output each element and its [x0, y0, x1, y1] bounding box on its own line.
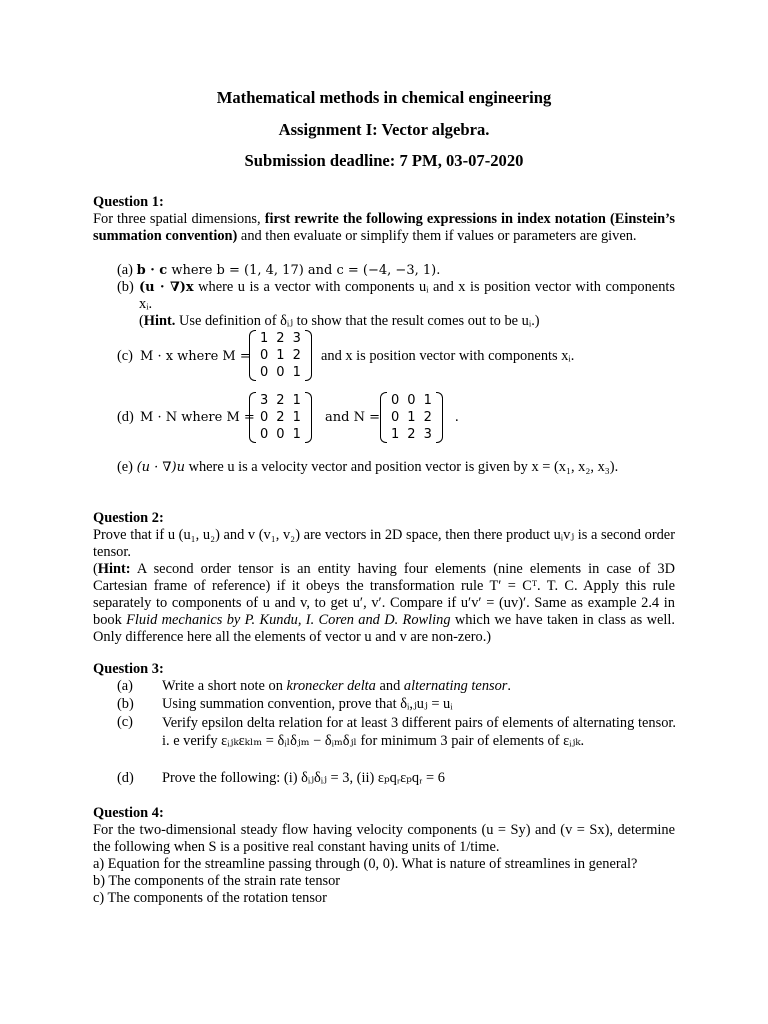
part-d-text: Prove the following: (i) δᵢⱼδᵢⱼ = 3, (ii) εₚqᵣεₚqᵣ = 6 — [162, 770, 445, 786]
book-reference: Fluid mechanics by P. Kundu, I. Coren and D. Rowling — [126, 612, 451, 628]
part-e-label: (e) — [117, 459, 133, 475]
matrix-cell: 0 — [260, 410, 269, 425]
matrix-cell: 3 — [260, 393, 269, 408]
matrix-cell: 1 — [292, 427, 301, 442]
matrix-cell: 2 — [423, 410, 432, 425]
matrix-cell: 2 — [276, 410, 285, 425]
matrix-cell: 1 — [423, 393, 432, 408]
hint-label: Hint. — [143, 313, 176, 329]
matrix-cell: 3 — [292, 331, 301, 346]
matrix-n — [380, 392, 443, 443]
part-b-expression: (u · ∇)x — [139, 280, 194, 295]
question-2-hint — [93, 561, 675, 646]
part-a-expression: b · c — [136, 263, 168, 278]
matrix-cell: 1 — [292, 410, 301, 425]
matrix-cell: 0 — [260, 348, 269, 363]
question-1-part-b-hint: (Hint. Use definition of δᵢⱼ to show that the result comes out to be uᵢ.) — [139, 313, 540, 329]
matrix-cell: 1 — [276, 348, 285, 363]
matrix-cell: 1 — [260, 331, 269, 346]
matrix-cell: 1 — [292, 393, 301, 408]
part-b-label: (b) — [117, 279, 134, 295]
matrix-cell: 0 — [260, 427, 269, 442]
matrix-cell: 2 — [276, 331, 285, 346]
part-c-label: (c) — [117, 714, 133, 730]
part-b-text: where u is a vector with components uᵢ and x is position vector with components xᵢ. — [139, 279, 675, 312]
part-b-body — [139, 279, 675, 313]
question-2 — [93, 510, 675, 646]
matrix-cell: 0 — [260, 365, 269, 380]
part-c-label: (c) — [117, 348, 133, 364]
question-1-part-c — [117, 330, 677, 384]
part-c-text: M · x where M = — [140, 349, 251, 364]
term-kronecker-delta: kronecker delta — [286, 678, 376, 694]
part-c-text: Verify epsilon delta relation for at least 3 different pairs of elements of alternating tensor. i. e verify εᵢⱼₖεₖₗₘ = δᵢₗδⱼₘ − δᵢₘδⱼₗ for minimum 3 pair of elements of εᵢⱼₖ. — [162, 715, 676, 749]
brace-right — [305, 392, 312, 443]
brace-right — [436, 392, 443, 443]
question-1-part-a — [117, 262, 677, 279]
brace-right — [305, 330, 312, 381]
part-d-label: (d) — [117, 409, 134, 425]
intro-bold-text: first rewrite the following expressions in index notation (Einstein’s summation convention) — [93, 211, 675, 244]
matrix-m — [249, 330, 312, 381]
matrix-cell: 2 — [276, 393, 285, 408]
hint-open: ( — [93, 561, 98, 577]
matrix-cell: 1 — [292, 365, 301, 380]
matrix-cell: 2 — [407, 427, 416, 442]
part-d-text: M · N where M = — [140, 410, 255, 425]
intro-text: For three spatial dimensions, — [93, 211, 265, 227]
hint-text-end: which we have taken in class as well. Only difference here all the elements of vector u and v are non-zero.) — [93, 612, 675, 645]
matrix-cell: 2 — [292, 348, 301, 363]
part-d-label: (d) — [117, 770, 134, 786]
part-a-text: where b = (1, 4, 17) and c = (−4, −3, 1). — [167, 263, 441, 278]
part-a-label: (a) — [117, 262, 133, 278]
question-1-intro — [93, 211, 675, 245]
question-1-title: Question 1: — [93, 194, 164, 210]
part-b-label: (b) — [117, 696, 134, 712]
question-4-part-b: b) The components of the strain rate tensor — [93, 873, 341, 889]
question-4-statement: For the two-dimensional steady flow having velocity components (u = Sy) and (v = Sx), determine the following when S is a positive real constant having units of 1/time. — [93, 822, 675, 855]
hint-text: A second order tensor is an entity having four elements (nine elements in case of 3D Cartesian frame of reference) if it obeys the transformation rule T′ = Cᵀ. T. C. Apply this rule separately to components of u and v, to get u′, v′. Compare if u′v′ = (uv)′. Same as example 2.4 in book — [93, 561, 675, 628]
part-a-text: Write a short note on — [162, 678, 287, 694]
matrix-m — [249, 392, 312, 443]
part-a-body — [162, 678, 676, 695]
submission-deadline: Submission deadline: 7 PM, 03-07-2020 — [244, 151, 524, 170]
question-4-title: Question 4: — [93, 805, 164, 821]
question-3 — [93, 661, 675, 678]
part-e-expression: (u · ∇)u — [136, 460, 185, 475]
brace-left — [249, 330, 256, 381]
part-c-text-end: and x is position vector with components xᵢ. — [321, 348, 575, 364]
term-alternating-tensor: alternating tensor — [403, 678, 508, 694]
part-e-text: where u is a velocity vector and position vector is given by x = (x₁, x₂, x₃). — [184, 459, 619, 475]
hint-text: Use definition of δᵢⱼ to show that the result comes out to be uᵢ.) — [175, 313, 540, 329]
part-a-text-end: . — [507, 678, 512, 694]
document-title: Mathematical methods in chemical engineering — [216, 88, 552, 107]
intro-text-end: and then evaluate or simplify them if values or parameters are given. — [237, 228, 637, 244]
part-b-text: Using summation convention, prove that δᵢ,ⱼuⱼ = uᵢ — [162, 696, 453, 712]
question-3-title: Question 3: — [93, 661, 164, 677]
matrix-cell: 0 — [407, 393, 416, 408]
matrix-cell: 0 — [276, 427, 285, 442]
brace-left — [380, 392, 387, 443]
question-2-title: Question 2: — [93, 510, 164, 526]
question-2-statement: Prove that if u (u₁, u₂) and v (v₁, v₂) are vectors in 2D space, then there product uᵢvⱼ is a second order tensor. — [93, 527, 675, 560]
brace-left — [249, 392, 256, 443]
question-1-part-e — [117, 459, 677, 476]
part-d-text-mid: and N = — [325, 410, 380, 425]
matrix-cell: 0 — [391, 393, 400, 408]
question-4 — [93, 805, 675, 907]
matrix-cell: 0 — [391, 410, 400, 425]
part-a-text-mid: and — [375, 678, 404, 694]
matrix-cell: 3 — [423, 427, 432, 442]
question-1 — [93, 194, 675, 245]
matrix-cell: 0 — [276, 365, 285, 380]
question-1-part-d — [117, 392, 677, 446]
part-a-label: (a) — [117, 678, 133, 694]
matrix-cell: 1 — [391, 427, 400, 442]
part-d-text-end: . — [455, 409, 459, 425]
assignment-title: Assignment I: Vector algebra. — [278, 120, 490, 139]
question-4-part-a: a) Equation for the streamline passing through (0, 0). What is nature of streamlines in general? — [93, 856, 638, 872]
hint-label: Hint: — [97, 561, 131, 577]
matrix-cell: 1 — [407, 410, 416, 425]
question-4-part-c: c) The components of the rotation tensor — [93, 890, 327, 906]
